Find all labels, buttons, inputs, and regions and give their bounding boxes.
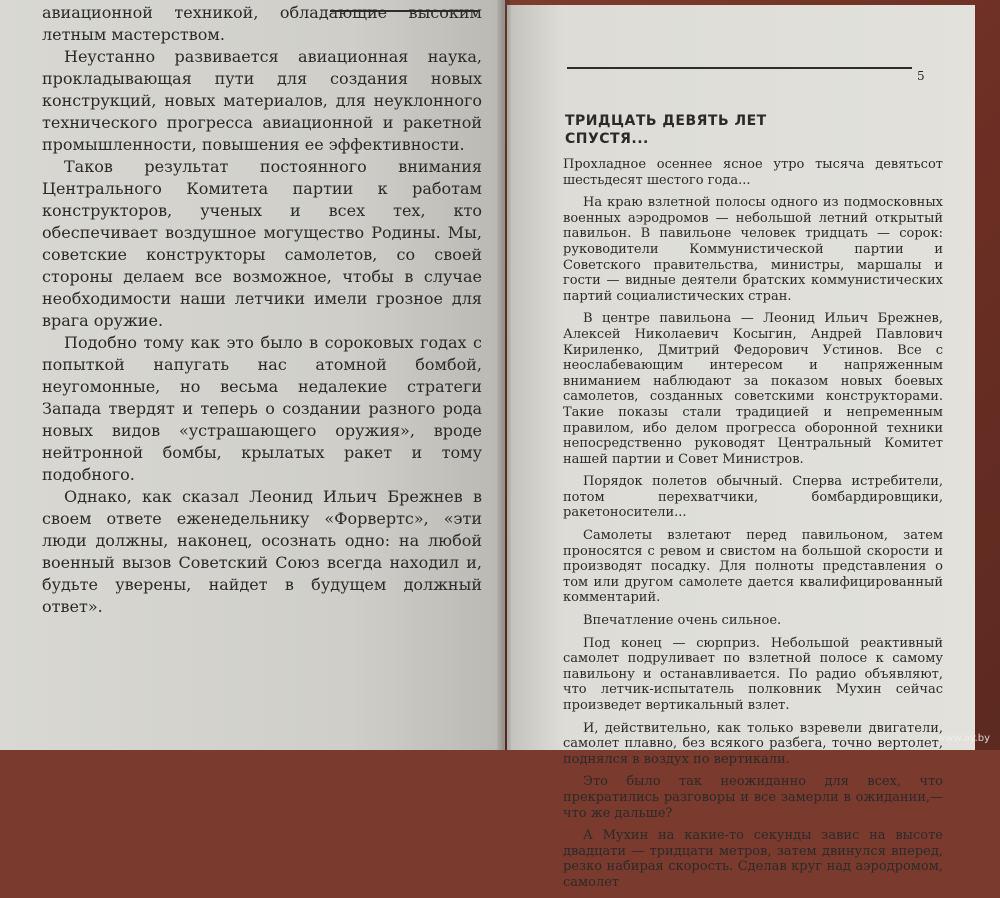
left-paragraph: авиационной техникой, обладающие высоким летным мастерством. [42, 3, 482, 44]
left-paragraph: Однако, как сказал Леонид Ильич Брежнев в своем ответе еженедельнику «Форвертс», «эти люди должны, наконец, осознать одно: на любой военный вызов Советский Союз всегда находил и, будьте уверены, найдет в будущем должный ответ». [42, 487, 482, 616]
right-page-text [563, 157, 943, 898]
right-paragraph: Порядок полетов обычный. Сперва истребители, потом перехватчики, бомбардировщики, ракетоносители... [563, 474, 943, 521]
right-paragraph: Под конец — сюрприз. Небольшой реактивный самолет подруливает по взлетной полосе к самому павильону и останавливается. По радио объявляют, что летчик-испытатель полковник Мухин сейчас произведет вертикальный взлет. [563, 635, 943, 713]
left-page-text [42, 2, 482, 618]
right-header-rule [567, 67, 912, 69]
right-page [507, 5, 975, 890]
right-paragraph: Самолеты взлетают перед павильоном, затем проносятся с ревом и свистом на большой скорости и производят посадку. Для полноты представления о том или другом самолете дается квалифицированный комментарий. [563, 528, 943, 606]
left-paragraph: Подобно тому как это было в сороковых годах с попыткой напугать нас атомной бомбой, неугомонные, но весьма недалекие стратеги Запада твердят и теперь о создании разного рода новых видов «устрашающего оружия», вроде нейтронной бомбы, крылатых ракет и тому подобного. [42, 333, 482, 484]
right-paragraph: А Мухин на какие-то секунды завис на высоте двадцати — тридцати метров, затем двинулся вперед, резко набирая скорость. Сделав круг над аэродромом, самолет [563, 828, 943, 890]
left-paragraph: Таков результат постоянного внимания Центрального Комитета партии к работам конструкторов, ученых и всех тех, кто обеспечивает воздушное могущество Родины. Мы, советские конструкторы самолетов, со своей стороны делаем все возможное, чтобы в случае необходимости наши летчики имели грозное для врага оружие. [42, 157, 482, 330]
watermark: www.ay.by [937, 733, 990, 744]
right-paragraph: В центре павильона — Леонид Ильич Брежнев, Алексей Николаевич Косыгин, Андрей Павлович Кириленко, Дмитрий Федорович Устинов. Все с неослабевающим интересом и напряженным вниманием наблюдают за показом новых боевых самолетов, созданных советскими конструкторами. Такие показы стали традицией и непременным правилом, ибо делом прогресса оборонной техники непосредственно руководят Центральный Комитет нашей партии и Совет Министров. [563, 311, 943, 467]
right-paragraph: Впечатление очень сильное. [583, 613, 782, 629]
chapter-title [565, 112, 825, 148]
right-paragraph: Прохладное осеннее ясное утро тысяча девятьсот шестьдесят шестого года... [563, 157, 943, 188]
chapter-title-line: ТРИДЦАТЬ ДЕВЯТЬ ЛЕТ [565, 113, 767, 129]
page-number: 5 [917, 69, 925, 83]
left-page [0, 0, 505, 750]
right-paragraph: На краю взлетной полосы одного из подмосковных военных аэродромов — небольшой летний открытый павильон. В павильоне человек тридцать — сорок: руководители Коммунистической партии и Советского правительства, министры, маршалы и гости — видные деятели братских коммунистических партий социалистических стран. [563, 195, 943, 304]
right-paragraph: И, действительно, как только взревели двигатели, самолет плавно, без всякого разбега, точно вертолет, поднялся в воздух по вертикали. [563, 720, 943, 767]
chapter-title-line: СПУСТЯ... [565, 131, 649, 147]
right-paragraph: Это было так неожиданно для всех, что прекратились разговоры и все замерли в ожидании,— что же дальше? [563, 774, 943, 821]
left-paragraph: Неустанно развивается авиационная наука, прокладывающая пути для создания новых конструкций, новых материалов, для неуклонного технического прогресса авиационной и ракетной промышленности, повышения ее эффективности. [42, 47, 482, 154]
book-gutter [497, 0, 511, 750]
